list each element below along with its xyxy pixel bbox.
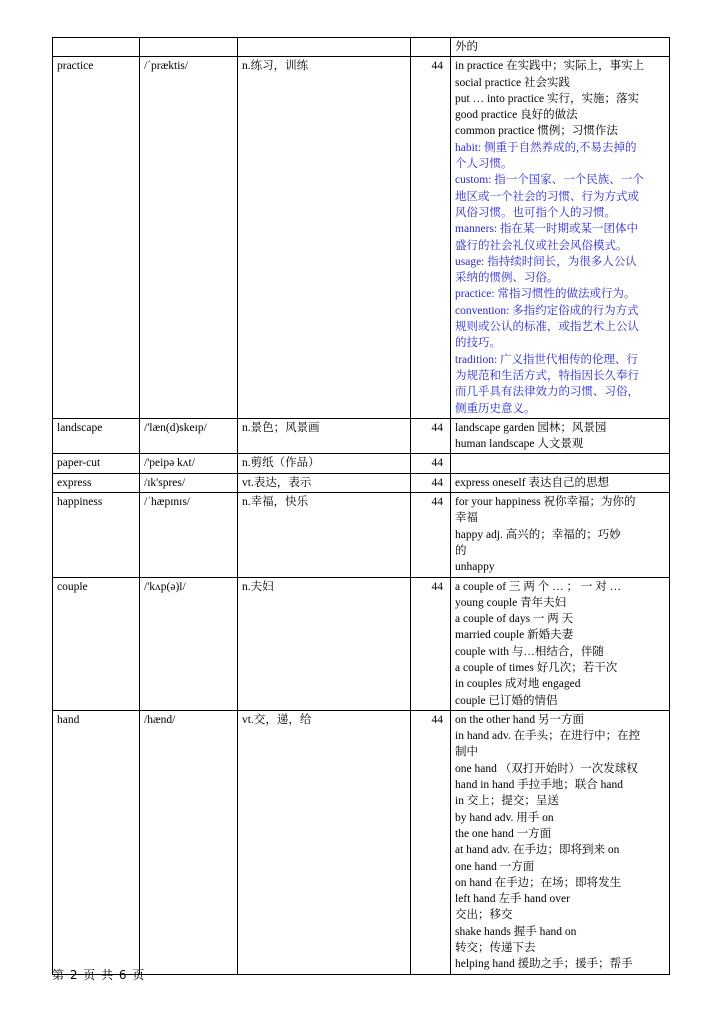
word-cell: practice xyxy=(53,57,140,419)
meaning-cell: n.景色；风景画 xyxy=(238,418,411,454)
page-number-cell xyxy=(411,38,451,57)
phrase-line: 转交；传递下去 xyxy=(455,942,536,955)
table-row xyxy=(53,473,670,492)
phonetic-cell: /ˊpræktis/ xyxy=(140,57,238,419)
word-cell: landscape xyxy=(53,418,140,454)
synonym-note-line: convention: 多指约定俗成的行为方式 xyxy=(455,304,639,317)
synonym-note-line: 规则或公认的标准，或指艺术上公认 xyxy=(455,321,639,334)
synonym-note-line: 侧重历史意义。 xyxy=(455,402,536,415)
page-number-cell: 44 xyxy=(411,418,451,454)
phrase-line: young couple 青年夫妇 xyxy=(455,596,567,609)
word-cell: hand xyxy=(53,710,140,974)
phrase-line: in couples 成对地 engaged xyxy=(455,678,581,691)
phonetic-cell: /ɪk'spres/ xyxy=(140,473,238,492)
notes-cell xyxy=(451,38,670,57)
vocabulary-table-body xyxy=(53,38,670,975)
phrase-line: unhappy xyxy=(455,561,495,574)
synonym-note-line: usage: 指持续时间长，为很多人公认 xyxy=(455,255,637,268)
phrase-line: 制中 xyxy=(455,746,478,759)
phrase-line: on hand 在手边；在场；即将发生 xyxy=(455,876,622,889)
meaning-cell: n.练习，训练 xyxy=(238,57,411,419)
table-row xyxy=(53,710,670,974)
meaning-cell: n.夫妇 xyxy=(238,577,411,710)
synonym-note-line: 盛行的社会礼仪或社会风俗模式。 xyxy=(455,239,628,252)
phrase-line: a couple of 三 两 个 … ； 一 对 … xyxy=(455,580,622,593)
table-row xyxy=(53,418,670,454)
page-number-cell: 44 xyxy=(411,454,451,473)
phonetic-cell: /hænd/ xyxy=(140,710,238,974)
table-row xyxy=(53,493,670,577)
page-number-cell: 44 xyxy=(411,710,451,974)
notes-cell xyxy=(451,473,670,492)
phrase-line: left hand 左手 hand over xyxy=(455,893,570,906)
phrase-line: one hand 一方面 xyxy=(455,860,535,873)
phrase-line: in practice 在实践中；实际上，事实上 xyxy=(455,60,645,73)
phrase-line: at hand adv. 在手边；即将到来 on xyxy=(455,844,620,857)
phrase-line: the one hand 一方面 xyxy=(455,827,552,840)
synonym-note-line: tradition: 广义指世代相传的伦理、行 xyxy=(455,353,639,366)
synonym-note-line: manners: 指在某一时期或某一团体中 xyxy=(455,223,639,236)
phrase-line: for your happiness 祝你幸福；为你的 xyxy=(455,496,636,509)
page-number-cell: 44 xyxy=(411,57,451,419)
synonym-note-line: habit: 侧重于自然养成的,不易去掉的 xyxy=(455,141,637,154)
table-row xyxy=(53,577,670,710)
phrase-line: in hand adv. 在手头；在进行中；在控 xyxy=(455,730,641,743)
phrase-line: a couple of days 一 两 天 xyxy=(455,613,574,626)
word-cell xyxy=(53,38,140,57)
phrase-line: 的 xyxy=(455,544,467,557)
synonym-note-line: practice: 常指习惯性的做法或行为。 xyxy=(455,288,636,301)
phrase-line: a couple of times 好几次；若干次 xyxy=(455,661,618,674)
phrase-line: good practice 良好的做法 xyxy=(455,109,578,122)
phonetic-cell xyxy=(140,38,238,57)
phrase-line: in 交上；提交；呈送 xyxy=(455,795,559,808)
notes-cell xyxy=(451,57,670,419)
vocabulary-table xyxy=(52,37,670,975)
phrase-line: put … into practice 实行，实施；落实 xyxy=(455,92,639,105)
page-number-cell: 44 xyxy=(411,577,451,710)
synonym-note-line: 地区或一个社会的习惯、行为方式或 xyxy=(455,190,639,203)
phrase-line: married couple 新婚夫妻 xyxy=(455,629,574,642)
phrase-line: express oneself 表达自己的思想 xyxy=(455,476,609,489)
phrase-line: social practice 社会实践 xyxy=(455,76,570,89)
synonym-note-line: 采纳的惯例、习俗。 xyxy=(455,272,559,285)
word-cell: express xyxy=(53,473,140,492)
phrase-line: on the other hand 另一方面 xyxy=(455,713,585,726)
phrase-line: 幸福 xyxy=(455,512,478,525)
table-row xyxy=(53,57,670,419)
phrase-line: human landscape 人文景观 xyxy=(455,438,584,451)
phrase-line: happy adj. 高兴的；幸福的；巧妙 xyxy=(455,528,621,541)
phrase-line: by hand adv. 用手 on xyxy=(455,811,554,824)
page-footer: 第 2 页 共 6 页 xyxy=(52,968,146,982)
synonym-note-line: 为规范和生活方式，特指因长久奉行 xyxy=(455,369,639,382)
synonym-note-line: 风俗习惯。也可指个人的习惯。 xyxy=(455,206,616,219)
notes-cell xyxy=(451,493,670,577)
notes-cell xyxy=(451,418,670,454)
phonetic-cell: /'kʌp(ə)l/ xyxy=(140,577,238,710)
synonym-note-line: 个人习惯。 xyxy=(455,158,513,171)
phrase-line: shake hands 握手 hand on xyxy=(455,925,577,938)
word-cell: paper-cut xyxy=(53,454,140,473)
page-number-cell: 44 xyxy=(411,473,451,492)
phrase-line: one hand （双打开始时）一次发球权 xyxy=(455,762,638,775)
phrase-line: common practice 惯例；习惯作法 xyxy=(455,125,618,138)
phrase-line: 外的 xyxy=(455,41,478,53)
meaning-cell: n.幸福，快乐 xyxy=(238,493,411,577)
meaning-cell: vt.表达，表示 xyxy=(238,473,411,492)
phrase-line: helping hand 援助之手；援手；帮手 xyxy=(455,958,633,971)
synonym-note-line: custom: 指一个国家、一个民族、一个 xyxy=(455,174,644,187)
word-cell: happiness xyxy=(53,493,140,577)
phonetic-cell: /'læn(d)skeɪp/ xyxy=(140,418,238,454)
phrase-line: couple with 与…相结合，伴随 xyxy=(455,645,604,658)
phonetic-cell: /ˈhæpɪnɪs/ xyxy=(140,493,238,577)
phrase-line: hand in hand 手拉手地；联合 hand xyxy=(455,779,624,792)
synonym-note-line: 的技巧。 xyxy=(455,337,501,350)
page-number-cell: 44 xyxy=(411,493,451,577)
meaning-cell xyxy=(238,38,411,57)
word-cell: couple xyxy=(53,577,140,710)
notes-cell xyxy=(451,577,670,710)
table-row xyxy=(53,454,670,473)
notes-cell xyxy=(451,454,670,473)
table-row xyxy=(53,38,670,57)
phrase-line: landscape garden 园林；风景园 xyxy=(455,421,607,434)
phrase-line: 交出；移交 xyxy=(455,909,513,922)
meaning-cell: vt.交，递，给 xyxy=(238,710,411,974)
phonetic-cell: /'peipə kʌt/ xyxy=(140,454,238,473)
synonym-note-line: 而几乎具有法律效力的习惯、习俗， xyxy=(455,386,639,399)
notes-cell xyxy=(451,710,670,974)
meaning-cell: n.剪纸（作品） xyxy=(238,454,411,473)
phrase-line: couple 已订婚的情侣 xyxy=(455,694,558,707)
